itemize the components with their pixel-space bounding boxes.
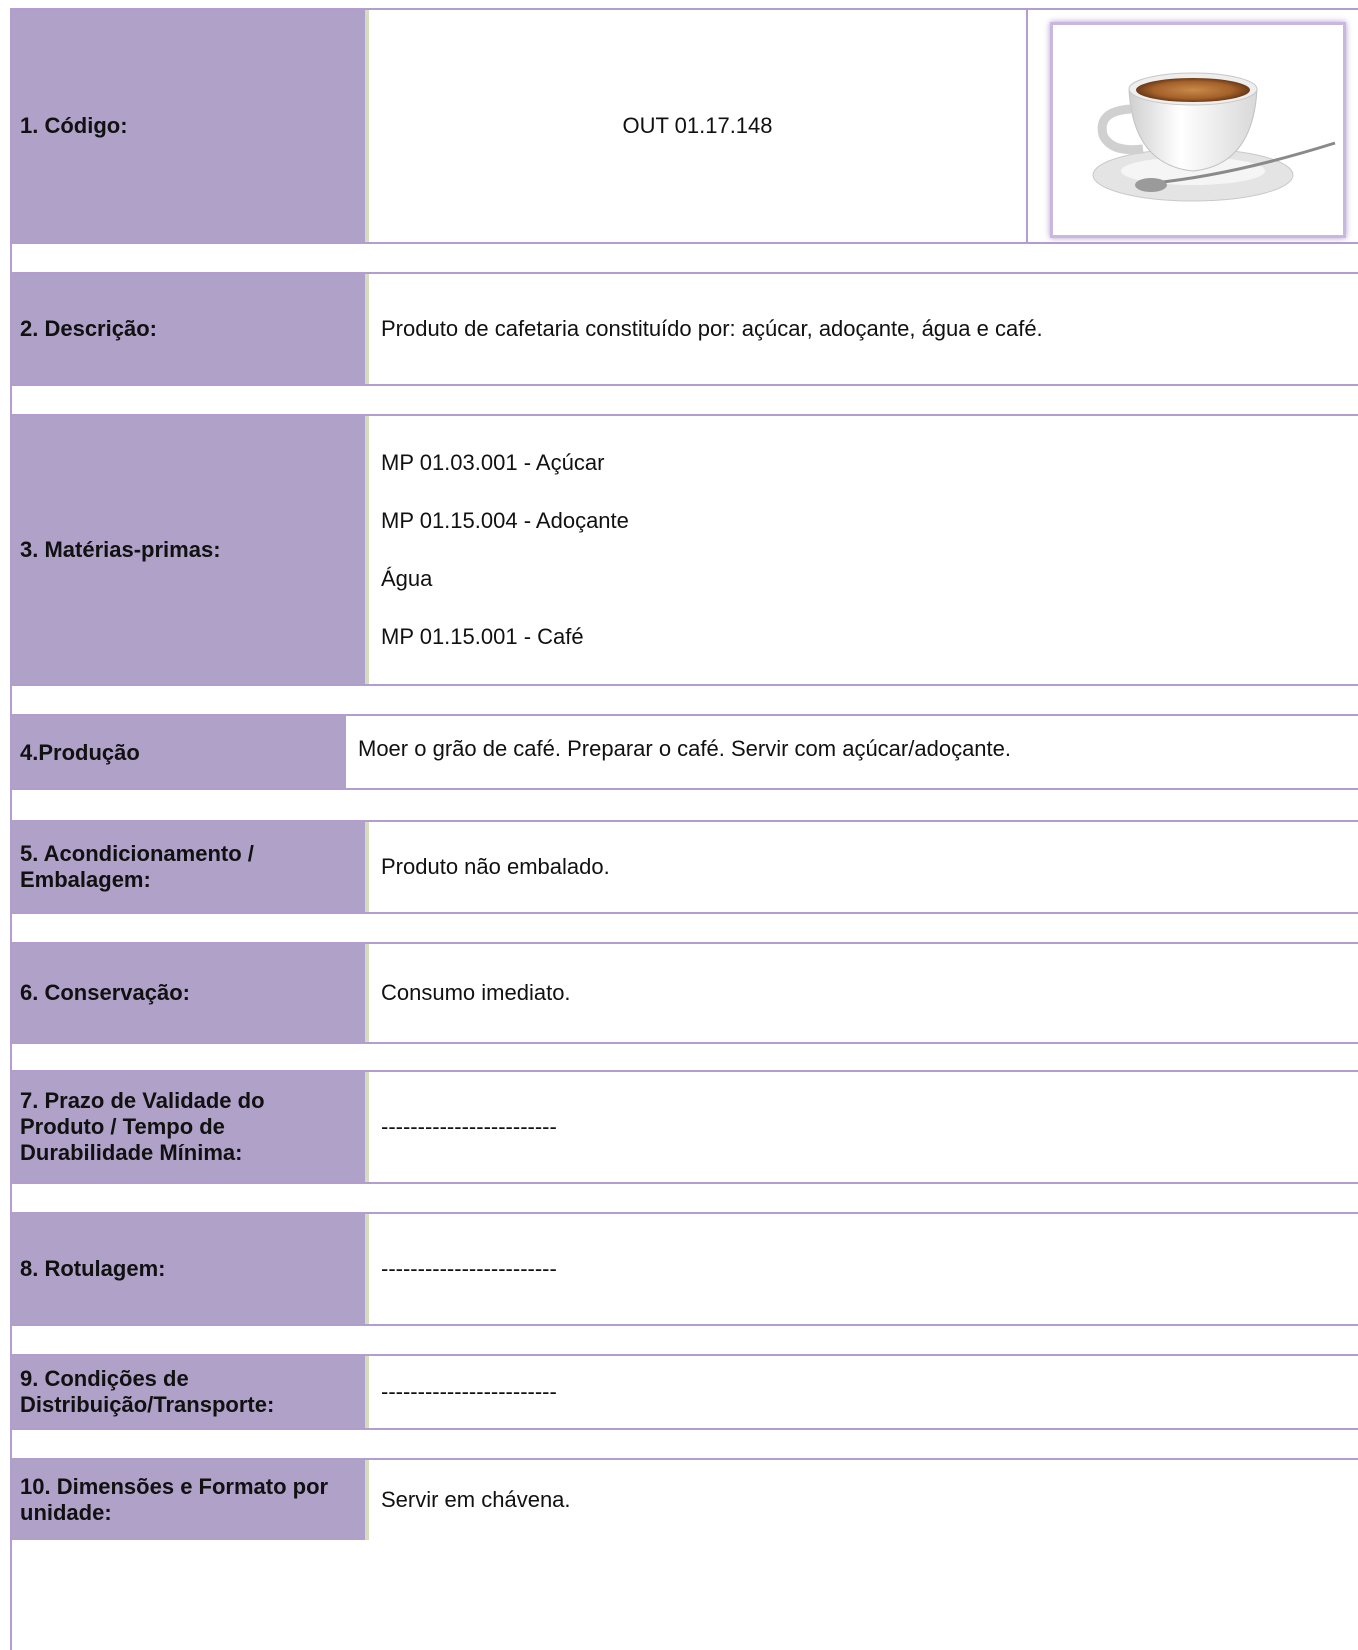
coffee-cup-icon bbox=[1053, 25, 1343, 235]
value-conservacao: Consumo imediato. bbox=[365, 944, 1358, 1042]
list-item: MP 01.15.004 - Adoçante bbox=[381, 508, 629, 533]
image-cell bbox=[1028, 10, 1358, 242]
label-descricao: 2. Descrição: bbox=[10, 274, 365, 384]
label-producao: 4.Produção bbox=[10, 716, 346, 788]
value-acondicionamento: Produto não embalado. bbox=[365, 822, 1358, 912]
label-rotulagem: 8. Rotulagem: bbox=[10, 1214, 365, 1324]
row-rotulagem bbox=[10, 1214, 1358, 1324]
label-dimensoes-formato: 10. Dimensões e Formato por unidade: bbox=[10, 1460, 365, 1540]
list-item: MP 01.03.001 - Açúcar bbox=[381, 450, 605, 475]
value-rotulagem: ------------------------ bbox=[365, 1214, 1358, 1324]
row-codigo bbox=[10, 10, 1358, 242]
row-conservacao bbox=[10, 944, 1358, 1042]
row-acondicionamento bbox=[10, 822, 1358, 912]
list-item: MP 01.15.001 - Café bbox=[381, 624, 584, 649]
row-producao bbox=[10, 716, 1358, 788]
list-item: Água bbox=[381, 566, 433, 591]
value-descricao: Produto de cafetaria constituído por: açúcar, adoçante, água e café. bbox=[365, 274, 1358, 384]
value-dimensoes-formato: Servir em chávena. bbox=[365, 1460, 1358, 1540]
row-dimensoes-formato bbox=[10, 1460, 1358, 1540]
label-condicoes-distribuicao: 9. Condições de Distribuição/Transporte: bbox=[10, 1356, 365, 1428]
value-producao: Moer o grão de café. Preparar o café. Servir com açúcar/adoçante. bbox=[346, 716, 1358, 788]
row-prazo-validade bbox=[10, 1072, 1358, 1182]
label-conservacao: 6. Conservação: bbox=[10, 944, 365, 1042]
label-codigo: 1. Código: bbox=[10, 10, 365, 242]
value-codigo: OUT 01.17.148 bbox=[365, 10, 1028, 242]
label-prazo-validade: 7. Prazo de Validade do Produto / Tempo de Durabilidade Mínima: bbox=[10, 1072, 365, 1182]
value-condicoes-distribuicao: ------------------------ bbox=[365, 1356, 1358, 1428]
label-materias-primas: 3. Matérias-primas: bbox=[10, 416, 365, 684]
row-descricao bbox=[10, 274, 1358, 384]
row-condicoes-distribuicao bbox=[10, 1356, 1358, 1428]
label-acondicionamento: 5. Acondicionamento / Embalagem: bbox=[10, 822, 365, 912]
value-prazo-validade: ------------------------ bbox=[365, 1072, 1358, 1182]
materias-primas-list bbox=[365, 416, 1358, 684]
product-image-frame bbox=[1050, 22, 1346, 238]
row-materias-primas bbox=[10, 416, 1358, 684]
